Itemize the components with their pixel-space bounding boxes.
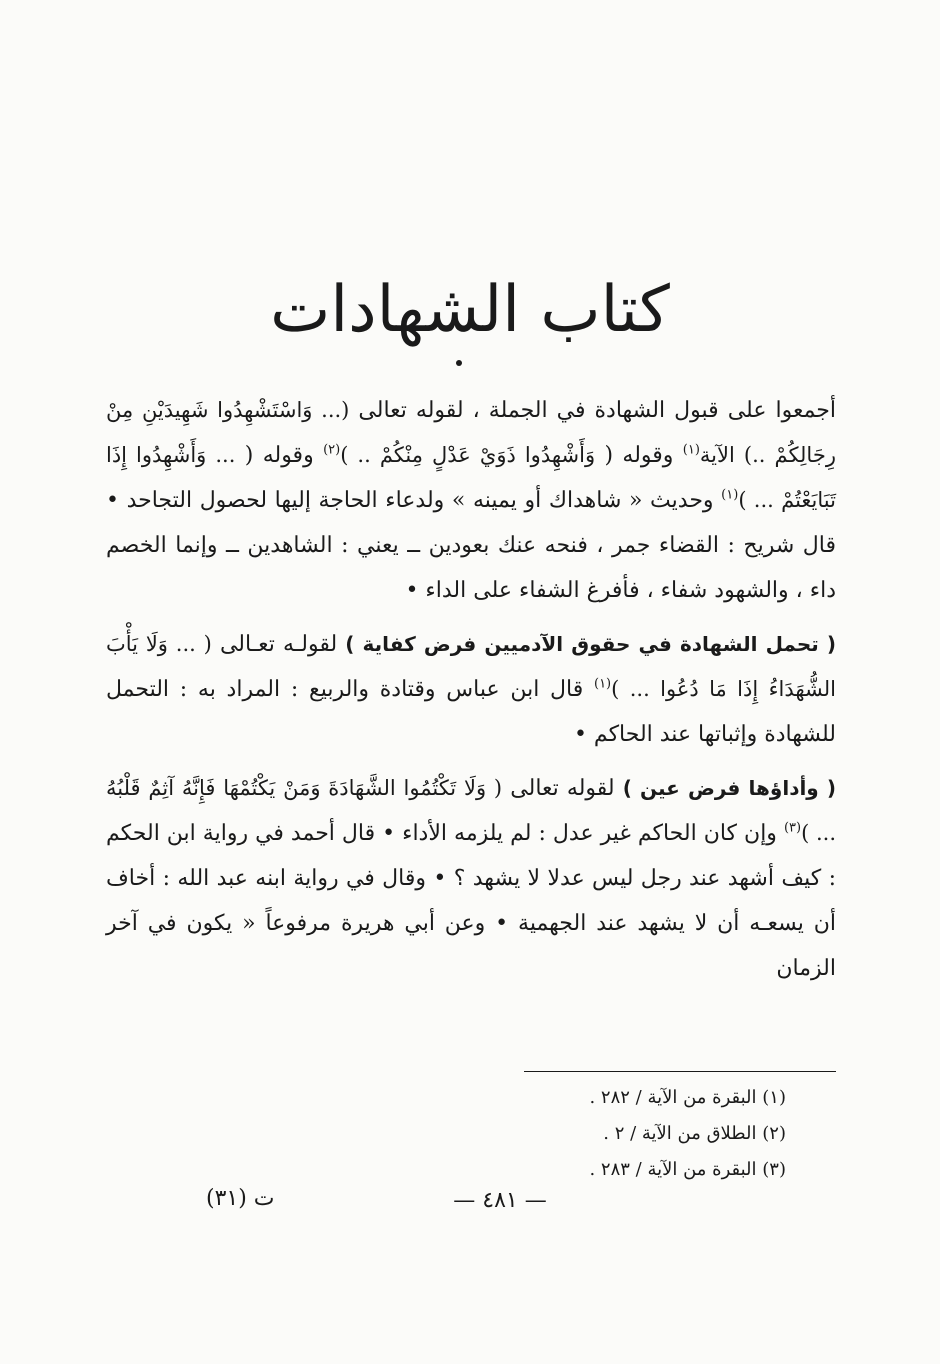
page-number: — ٤٨١ — [453,1188,547,1213]
title-dot [456,360,462,366]
footnote-divider [524,1071,836,1072]
quran-verse: ... وَأَشْهِدُوا إِذَا تَبَايَعْتُمْ ... ) [106,443,836,512]
quran-verse: ( ... وَلَا يَأْبَ الشُّهَدَاءُ إِذَا مَا دُعُوا ... ) [106,632,836,701]
text-run: وقوله ( [604,443,674,468]
footnote-2: (٢) الطلاق من الآية / ٢ . [603,1123,786,1144]
chapter-title: كتاب الشهادات [270,273,670,347]
section-heading: ( تحمل الشهادة في حقوق الآدميين فرض كفاية ) [345,632,837,656]
footnote-ref: (١) [593,676,612,692]
paragraph-1 [106,388,836,613]
main-body [106,388,836,1000]
footnote-3: (٣) البقرة من الآية / ٢٨٣ . [589,1159,786,1180]
quran-verse: ( وَلَا تَكْتُمُوا الشَّهَادَةَ وَمَنْ يَكْتُمْهَا فَإِنَّهُ آثِمٌ قَلْبُهُ ... ) [106,776,836,845]
text-run: قال ابن عباس وقتادة والربيع : المراد به : التحمل للشهادة وإثباتها عند الحاكم • [106,677,836,747]
footnotes [486,1080,786,1188]
section-heading: ( وأداؤها فرض عين ) [622,776,836,800]
text-run: وإن كان الحاكم غير عدل : لم يلزمه الأداء • قال أحمد في رواية ابن الحكم : كيف أشهد عند رجل ليس عدلا لا يشهد ؟ • وقال في رواية ابنه عبد الله : أخاف أن يسعـه أن لا يشهد عند الجهمية • وعن أبي هريرة مرفوعاً « يكون في آخر الزمان [106,821,836,981]
text-run: لقولـه تعـالى [219,632,338,657]
text-run: وحديث « شاهداك أو يمينه » ولدعاء الحاجة إليها لحصول التجاحد • قال شريح : القضاء جمر ، فنحه عنك بعودين ــ يعني : الشاهدين ــ وإنما الخصم داء ، والشهود شفاء ، فأفرغ الشفاء على الداء • [106,488,836,603]
text-run: أجمعوا على قبول الشهادة في الجملة ، لقوله تعالى [358,398,836,423]
footnote-ref: (١) [682,442,700,458]
footnote-1: (١) البقرة من الآية / ٢٨٢ . [589,1087,786,1108]
text-run: وقوله ( [244,443,314,468]
footnote-ref: (١) [721,487,739,503]
paragraph-3 [106,766,836,991]
quran-verse: (... وَاسْتَشْهِدُوا شَهِيدَيْنِ مِنْ رِجَالِكُمْ ..) الآية [106,398,836,467]
paragraph-2 [106,622,836,757]
footnote-ref: (٢) [323,442,341,458]
signature-mark: ت (٣١) [206,1186,275,1211]
footnote-ref: (٣) [783,820,802,836]
text-run: لقوله تعالى [510,776,615,801]
quran-verse: وَأَشْهِدُوا ذَوَيْ عَدْلٍ مِنْكُمْ .. ) [340,443,596,467]
